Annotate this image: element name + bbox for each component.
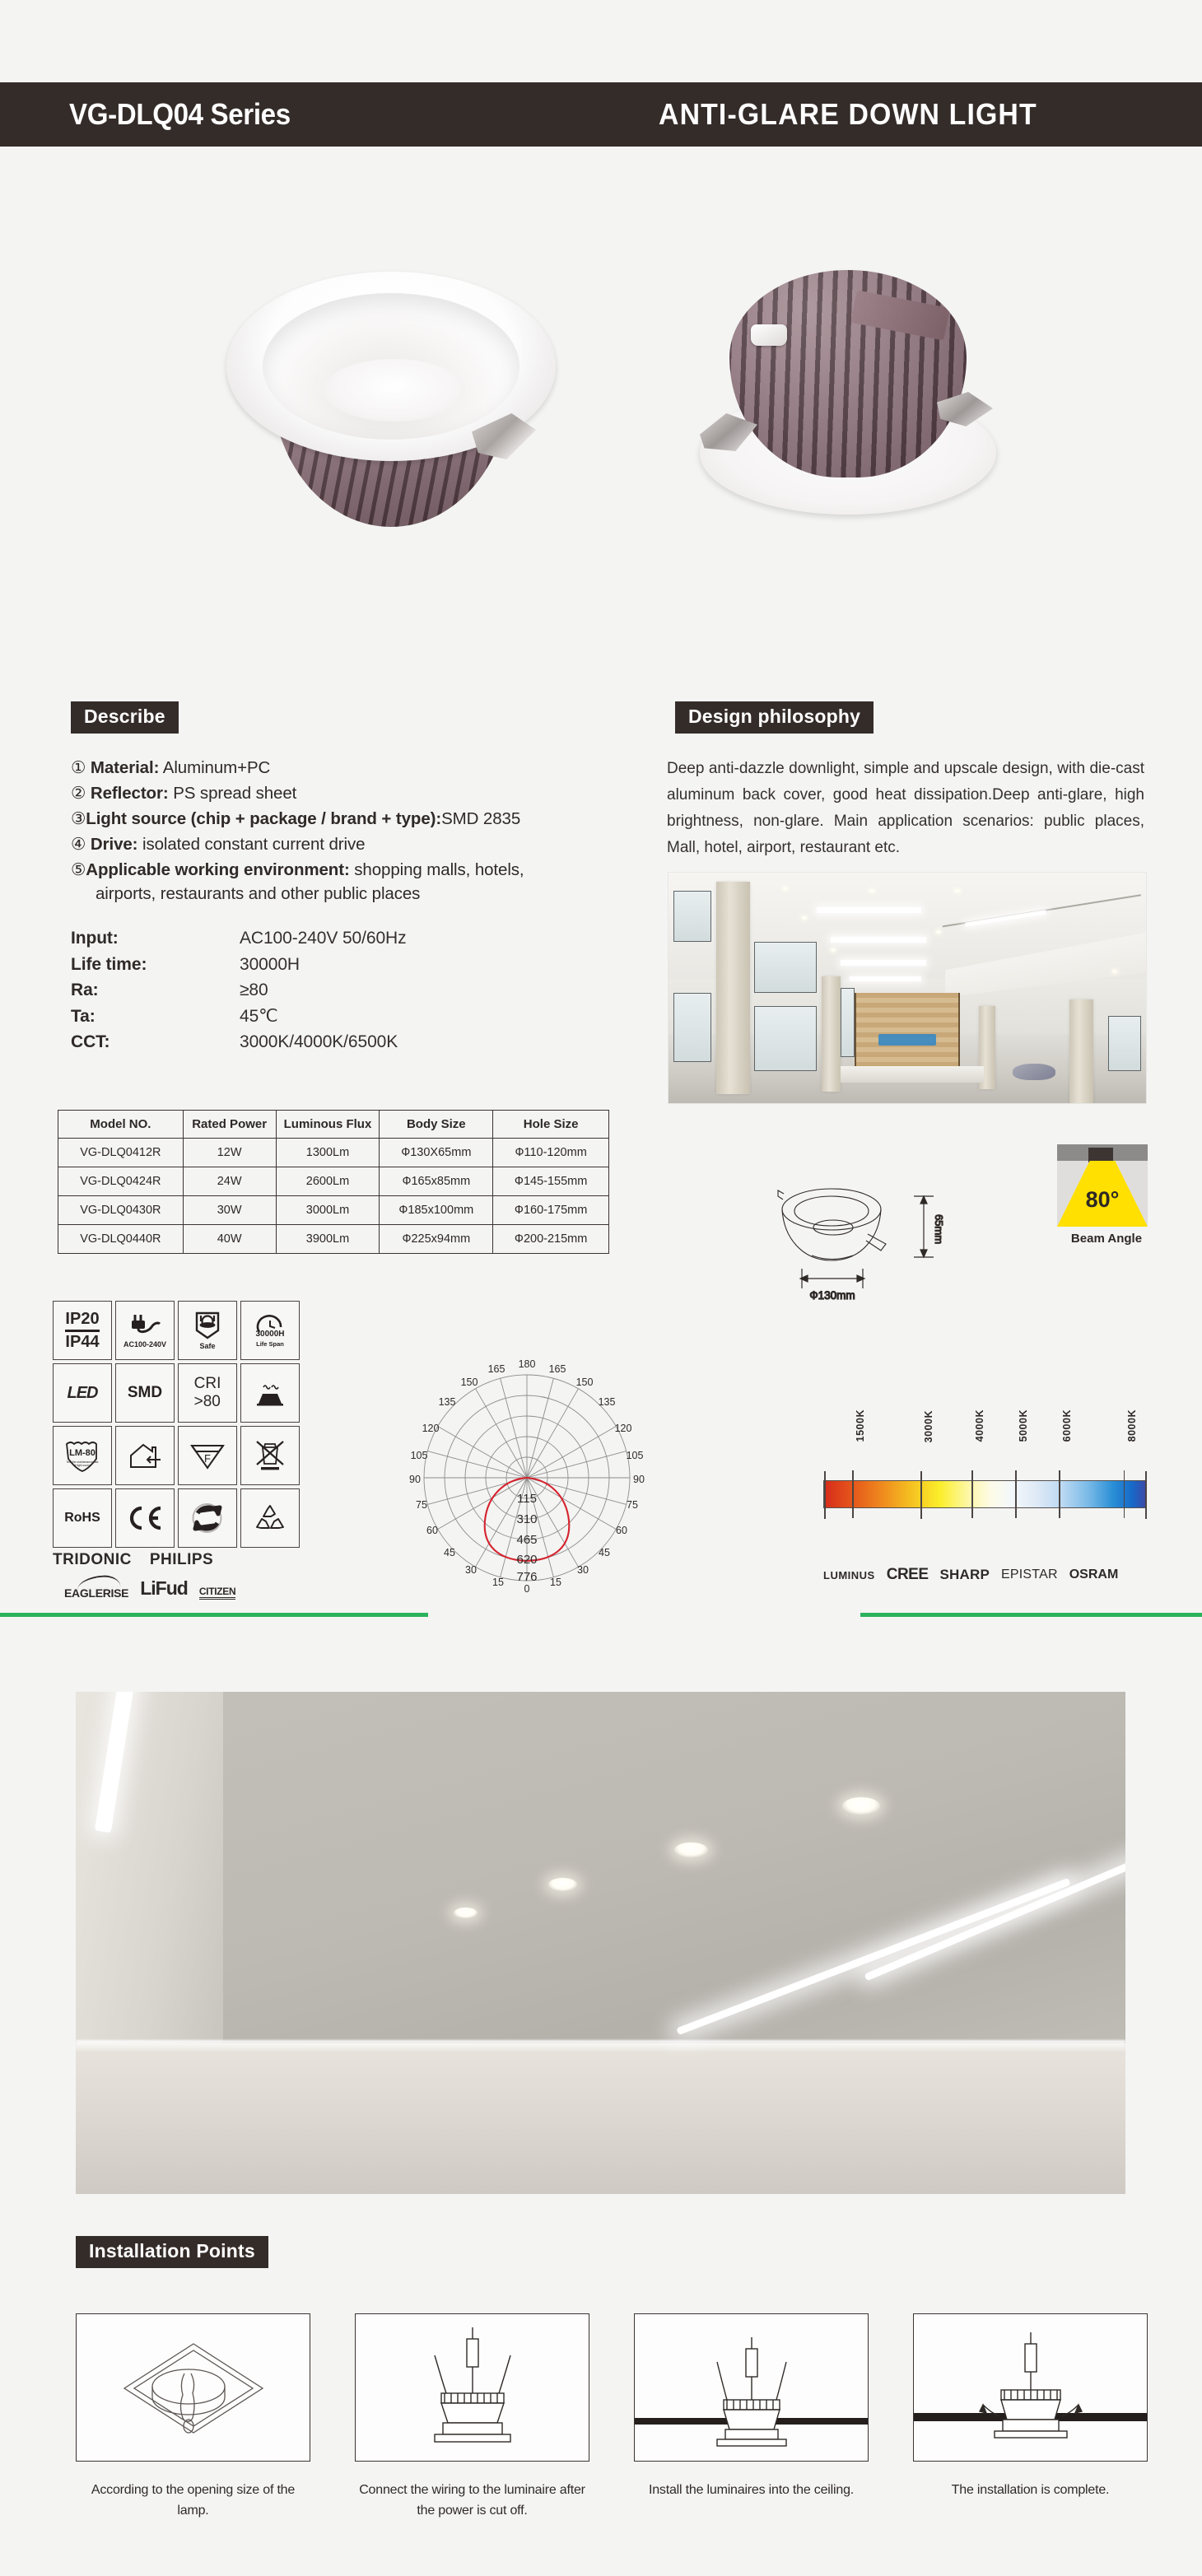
cri-label: CRI [193,1375,221,1393]
item-value: isolated constant current drive [142,835,366,854]
outline-tab [778,1190,784,1199]
cell-power: 30W [183,1196,276,1225]
brand-eaglerise-logo: EAGLERISE [64,1586,129,1600]
brand-philips-logo: PHILIPS [149,1551,214,1568]
ring-value-5: 776 [516,1570,538,1584]
col-power: Rated Power [183,1111,276,1139]
life-span-icon [240,1301,300,1360]
model-specification-table [58,1110,609,1254]
item-value: shopping malls, hotels, [354,860,524,879]
cct-tick-label: 4000K [974,1409,986,1442]
item-number: ④ [71,835,86,854]
spec-list [71,925,565,1055]
chip-brand-logos [823,1566,1153,1584]
driver-brand-logos [53,1551,324,1600]
recycle-icon [240,1488,300,1548]
svg-text:135: 135 [438,1396,456,1408]
col-body: Body Size [380,1111,493,1139]
cell-power: 24W [183,1167,276,1196]
col-flux: Luminous Flux [276,1111,380,1139]
svg-text:105: 105 [626,1450,644,1461]
cct-tick-label: 1500K [855,1409,867,1442]
rohs-text: RoHS [64,1510,100,1525]
spec-row [71,952,565,978]
cell-flux: 3900Lm [276,1225,380,1254]
col-model: Model NO. [58,1111,184,1139]
cct-tick-label: 5000K [1018,1409,1030,1442]
f-diamond-glyph [189,1441,226,1470]
svg-text:Test the maintenance rate: Test the maintenance rate [66,1460,99,1464]
item-value-continued: airports, restaurants and other public places [96,884,421,903]
life-span-caption: Life Span [256,1339,284,1348]
svg-text:75: 75 [627,1499,638,1511]
beam-angle-label: Beam Angle [1070,1232,1143,1246]
svg-text:of light source: of light source [73,1464,91,1467]
cri-icon [178,1363,237,1423]
cell-model: VG-DLQ0412R [58,1139,184,1167]
item-number: ② [71,784,86,803]
svg-text:90: 90 [633,1474,645,1485]
item-label: Drive: [90,835,138,854]
heat-glyph [252,1379,288,1407]
cell-flux: 1300Lm [276,1139,380,1167]
svg-text:75: 75 [416,1499,427,1511]
lm80-icon [53,1426,112,1485]
crossed-bin-glyph [255,1440,285,1471]
rohs-icon [53,1488,112,1548]
ip-rating-line2: IP44 [65,1330,99,1352]
svg-text:15: 15 [492,1577,504,1588]
svg-text:150: 150 [460,1377,478,1388]
chip-epistar-logo: EPISTAR [1001,1567,1058,1581]
chip-luminus-logo: LUMINUS [823,1568,875,1581]
cell-body: Ф130X65mm [380,1139,493,1167]
lm80-badge-glyph [63,1437,101,1474]
safety-shield-icon [178,1301,237,1360]
list-item [71,832,598,856]
cell-flux: 3000Lm [276,1196,380,1225]
hero-product-images [0,165,1202,675]
step-caption: Install the luminaires into the ceiling. [648,2483,855,2497]
indoor-use-icon [115,1426,175,1485]
ring-value-3: 465 [516,1533,538,1547]
cct-color-temperature-scale [823,1409,1146,1508]
cct-tick-label: 3000K [923,1410,934,1443]
cct-tick-label: 6000K [1061,1409,1074,1442]
table-row [58,1225,609,1254]
ce-mark-icon [115,1488,175,1548]
item-number: ① [71,758,86,777]
describe-list [71,756,598,907]
spec-row [71,1029,565,1055]
smd-text: SMD [127,1384,163,1402]
insert-into-ceiling-icon [634,2313,869,2462]
diameter-dim-label: Ф130mm [809,1289,855,1302]
beam-angle-value: 80° [1085,1187,1120,1212]
recycle-glyph [253,1502,287,1534]
installation-step [634,2313,869,2521]
design-philosophy-badge: Design philosophy [675,701,874,734]
spec-key: Input: [71,929,119,948]
list-item [71,756,598,780]
green-dot-glyph [191,1502,224,1535]
ring-value-4: 620 [516,1553,538,1567]
weee-bin-icon [240,1426,300,1485]
svg-text:30: 30 [465,1564,477,1576]
svg-text:90: 90 [409,1474,421,1485]
installation-step [76,2313,310,2521]
step-caption: According to the opening size of the lamp. [91,2483,296,2518]
item-label: Material: [90,758,160,777]
svg-text:45: 45 [444,1547,455,1558]
heat-dissipation-icon [240,1363,300,1423]
page-header [0,82,1202,147]
ring-value-1: 115 [517,1492,537,1506]
chip-osram-logo: OSRAM [1069,1567,1119,1581]
item-number: ⑤ [71,860,86,879]
step-caption: The installation is complete. [951,2483,1110,2497]
list-item [71,807,598,831]
ring-value-2: 310 [516,1512,538,1526]
svg-text:15: 15 [550,1577,561,1588]
svg-text:45: 45 [599,1547,610,1558]
list-item [71,781,598,805]
table-row [58,1167,609,1196]
spec-value: 30000H [240,954,300,974]
light-emitting-surface [324,359,465,422]
item-label: Light source (chip + package / brand + type): [86,809,442,828]
power-plug-icon [115,1301,175,1360]
cell-hole: Ф200-215mm [493,1225,609,1254]
installation-points-badge: Installation Points [76,2236,268,2268]
cell-body: Ф185x100mm [380,1196,493,1225]
life-span-value: 30000H [255,1329,285,1339]
brand-tridonic-logo: TRIDONIC [53,1551,132,1568]
fixture-icon [1088,1148,1113,1162]
table-row [58,1196,609,1225]
step-caption: Connect the wiring to the luminaire after the power is cut off. [359,2483,585,2518]
svg-text:LM-80: LM-80 [69,1448,96,1458]
svg-text:165: 165 [548,1363,566,1375]
svg-text:60: 60 [426,1525,438,1536]
outline-cone-top [794,1196,869,1226]
item-number: ③ [71,809,86,828]
spec-key: Ra: [71,981,99,999]
polar-radial-ticks [516,1492,537,1584]
item-value: PS spread sheet [173,784,297,803]
spec-row [71,1004,565,1030]
led-icon [53,1363,112,1423]
item-label: Reflector: [90,784,169,803]
outline-rim [782,1189,881,1230]
f-mark-icon [178,1426,237,1485]
table-header-row [58,1111,609,1139]
certification-icon-grid [53,1301,300,1548]
outline-cone-bottom [813,1220,853,1235]
height-dim-label: 65mm [933,1213,945,1245]
page-title: ANTI-GLARE DOWN LIGHT [659,97,1037,131]
terminal-block-icon [751,324,787,346]
product-photo-back [700,263,996,543]
cell-hole: Ф145-155mm [493,1167,609,1196]
cell-flux: 2600Lm [276,1167,380,1196]
describe-badge: Describe [71,701,179,734]
chip-sharp-logo: SHARP [939,1567,990,1582]
installation-step [355,2313,589,2521]
svg-text:105: 105 [410,1450,428,1461]
cell-body: Ф225x94mm [380,1225,493,1254]
ce-glyph [126,1505,164,1531]
ip-rating-line1: IP20 [65,1309,100,1328]
light-distribution-polar-chart [399,1354,655,1609]
green-dot-icon [178,1488,237,1548]
product-series-title: VG-DLQ04 Series [69,97,291,131]
cct-tick-label: 8000K [1125,1409,1138,1442]
spec-value: ≥80 [240,981,268,999]
installation-complete-icon [913,2313,1148,2462]
col-hole: Hole Size [493,1111,609,1139]
installation-steps [76,2313,1130,2521]
svg-text:150: 150 [575,1377,594,1388]
svg-text:180: 180 [518,1358,536,1370]
cell-body: Ф165x85mm [380,1167,493,1196]
application-photo-ceiling [76,1692,1125,2194]
item-value: Aluminum+PC [162,758,271,777]
svg-text:60: 60 [616,1525,627,1536]
application-photo-lobby [669,873,1146,1103]
table-row [58,1139,609,1167]
dimension-drawing [766,1148,1029,1313]
cell-hole: Ф110-120mm [493,1139,609,1167]
design-philosophy-text: Deep anti-dazzle downlight, simple and upscale design, with die-cast aluminum back cover, good heat dissipation.Deep anti-glare, high brightness, non-glare. Main application scenarios: public places, Mall, hotel, airport, restaurant etc. [667,760,1144,856]
svg-text:135: 135 [598,1396,616,1408]
smd-icon [115,1363,175,1423]
spec-value: 3000K/4000K/6500K [240,1032,398,1051]
installation-step [913,2313,1148,2521]
svg-text:0: 0 [524,1583,530,1595]
spec-row [71,925,565,952]
chip-cree-logo: CREE [886,1566,929,1583]
product-photo-front [226,272,556,543]
green-divider-right [860,1613,1202,1617]
item-label: Applicable working environment: [86,860,350,879]
list-item [71,858,598,906]
led-text: LED [67,1383,98,1402]
cell-power: 40W [183,1225,276,1254]
plug-glyph [128,1312,161,1339]
svg-text:165: 165 [487,1363,505,1375]
item-value: SMD 2835 [441,809,521,828]
cell-model: VG-DLQ0440R [58,1225,184,1254]
green-divider-left [0,1613,428,1617]
ip-rating-icon [53,1301,112,1360]
beam-angle-illustration [1057,1144,1156,1251]
spec-value: AC100-240V 50/60Hz [240,929,407,948]
plug-caption: AC100-240V [123,1340,167,1349]
spec-row [71,977,565,1004]
svg-text:120: 120 [422,1423,440,1434]
cri-value: >80 [193,1393,221,1410]
house-arrow-glyph [128,1441,162,1470]
brand-citizen-logo: CITIZEN [199,1586,236,1600]
svg-text:30: 30 [577,1564,589,1576]
cell-model: VG-DLQ0424R [58,1167,184,1196]
spec-key: Life time: [71,954,147,974]
ceiling-opening-icon [76,2313,310,2462]
cell-power: 12W [183,1139,276,1167]
brand-lifud-logo: LiFud [140,1577,188,1599]
safe-caption: Safe [199,1342,216,1350]
outline-clip [866,1234,886,1251]
wiring-connect-icon [355,2313,589,2462]
spec-value: 45℃ [240,1006,278,1026]
svg-text:F: F [204,1452,211,1465]
shield-glyph [193,1311,221,1340]
spec-key: CCT: [71,1032,110,1051]
svg-text:120: 120 [614,1423,632,1434]
cell-hole: Ф160-175mm [493,1196,609,1225]
spec-key: Ta: [71,1006,96,1026]
cell-model: VG-DLQ0430R [58,1196,184,1225]
